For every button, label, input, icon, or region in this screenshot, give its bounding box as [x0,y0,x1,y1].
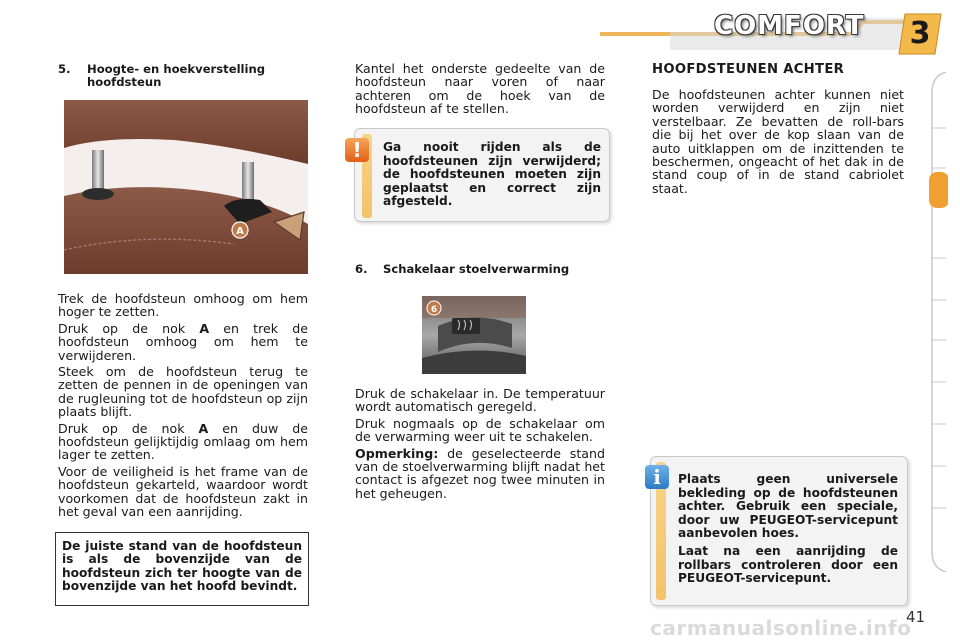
info-box-text [678,473,898,586]
nok-label: A [199,320,210,336]
info-paragraph: Laat na een aanrijding de rollbars controleren door een PEUGEOT-servicepunt. [678,543,898,586]
rear-headrests-heading: HOOFDSTEUNEN ACHTER [652,62,845,77]
watermark: carmanualsonline.info [650,616,912,640]
chapter-tab-rail [928,72,948,572]
info-paragraph: Plaats geen universele bekleding op de hoofdsteunen achter. Gebruik een speciale, door uw PEUGEOT-servicepunt aanbevolen hoes. [678,472,898,541]
warning-exclamation-icon: ! [345,138,369,162]
col3-text [652,88,904,198]
info-icon: i [645,465,669,489]
chapter-number: 3 [909,16,931,51]
paragraph: Opmerking: de geselecteerde stand van de stoelverwarming blijft nadat het contact is afgezet nog twee minuten in het geheugen. [355,445,605,501]
photo-label-6: 6 [430,305,438,315]
paragraph: De hoofdsteunen achter kunnen niet worden verwijderd en zijn niet verstelbaar. Ze bevatten de roll-bars die bij het over de kop slaan van de auto uitklappen om de inzittenden te beschermen, ongeacht of het dak in de stand coup of in de stand cabriolet staat. [652,87,904,196]
paragraph: Druk op de nok A en trek de hoofdsteun omhoog om hem te verwijderen. [58,320,308,363]
photo-label-a: A [236,226,244,237]
section-6-number: 6. [355,262,368,276]
headrest-photo [64,100,308,274]
paragraph: Voor de veiligheid is het frame van de hoofdsteun gekarteld, waardoor wordt voorkomen dat de hoofdsteun zakt in het geval van een aanrijding. [58,463,308,520]
paragraph: Trek de hoofdsteun omhoog om hem hoger te zetten. [58,291,308,320]
paragraph: Druk nogmaals op de schakelaar om de verwarming weer uit te schakelen. [355,415,605,445]
section-6-title: Schakelaar stoelverwarming [383,262,570,276]
paragraph: Steek om de hoofdsteun terug te zetten de pennen in de openingen van de rugleuning tot de hoofdsteun op zijn plaats blijft. [58,364,308,420]
chapter-title: COMFORT [714,11,865,41]
active-chapter-tab [929,172,948,208]
remark-label: Opmerking: [355,445,439,461]
warning-text: Ga nooit rijden als de hoofdsteunen zijn verwijderd; de hoofdsteunen moeten zijn geplaatst en correct zijn afgesteld. [383,140,601,209]
note-box-text: De juiste stand van de hoofdsteun is als de bovenzijde van de hoofdsteun zich ter hoogte van de bovenzijde van het hoofd bevindt. [62,539,302,594]
section-5-number: 5. [58,62,71,76]
seat-heating-switch-photo [422,296,526,374]
col1-text [58,292,308,522]
col2-intro [355,62,605,119]
paragraph: Kantel het onderste gedeelte van de hoofdsteun naar voren of naar achteren om de hoek van de hoofdsteun af te stellen. [355,61,605,117]
section-5-title-line1: Hoogte- en hoekverstelling [87,62,266,76]
section-5-title-line2: hoofdsteun [87,75,162,89]
page-number: 41 [906,608,926,626]
col2-text [355,387,605,503]
paragraph: Druk de schakelaar in. De temperatuur wordt automatisch geregeld. [355,386,605,415]
paragraph: Druk op de nok A en duw de hoofdsteun gelijktijdig omlaag om hem lager te zetten. [58,420,308,463]
nok-label: A [198,420,209,436]
